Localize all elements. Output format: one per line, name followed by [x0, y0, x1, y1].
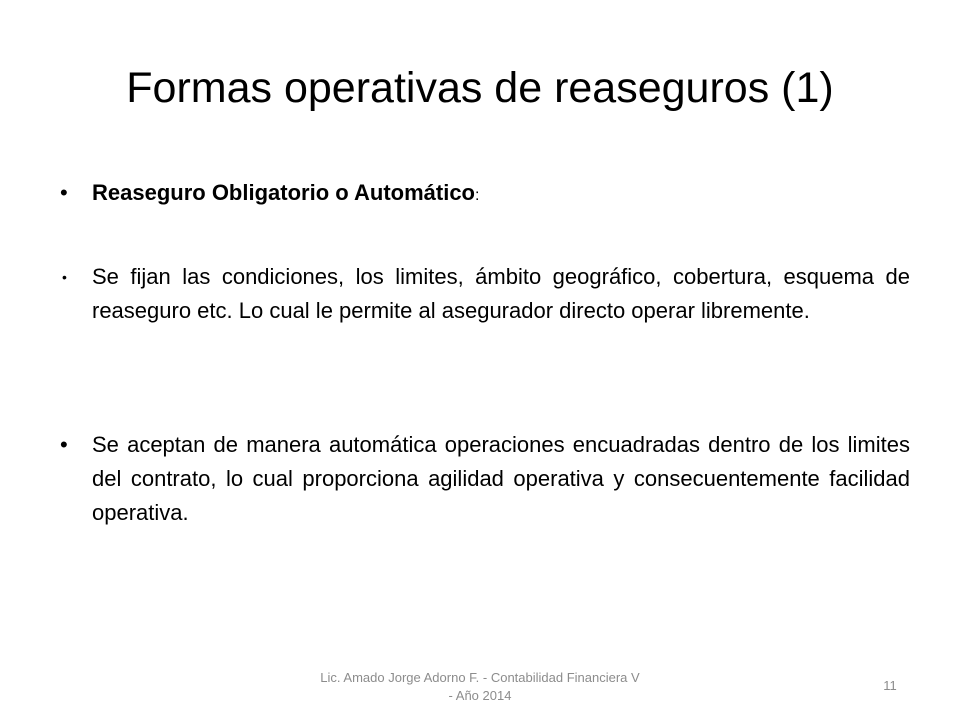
slide-footer: Lic. Amado Jorge Adorno F. - Contabilidad Financiera V - Año 2014	[320, 670, 640, 703]
bullet-text-2: Se fijan las condiciones, los limites, ámbito geográfico, cobertura, esquema de reaseguro etc. Lo cual le permite al asegurador directo operar libremente.	[92, 264, 910, 323]
bullet-text-3: Se aceptan de manera automática operaciones encuadradas dentro de los limites del contrato, lo cual proporciona agilidad operativa y consecuentemente facilidad operativa.	[92, 432, 910, 525]
page-number: 11	[883, 678, 897, 693]
bullet-item-2	[62, 260, 910, 328]
bullet-item-1	[60, 178, 910, 211]
bullet-marker-3: •	[60, 432, 68, 457]
bullet-marker-1: •	[60, 180, 68, 205]
bullet-marker-2: •	[62, 269, 67, 285]
bullet-heading-suffix: :	[475, 187, 480, 204]
bullet-item-3	[60, 428, 910, 530]
slide-title: Formas operativas de reaseguros (1)	[126, 64, 834, 112]
bullet-heading: Reaseguro Obligatorio o Automático	[92, 180, 475, 205]
